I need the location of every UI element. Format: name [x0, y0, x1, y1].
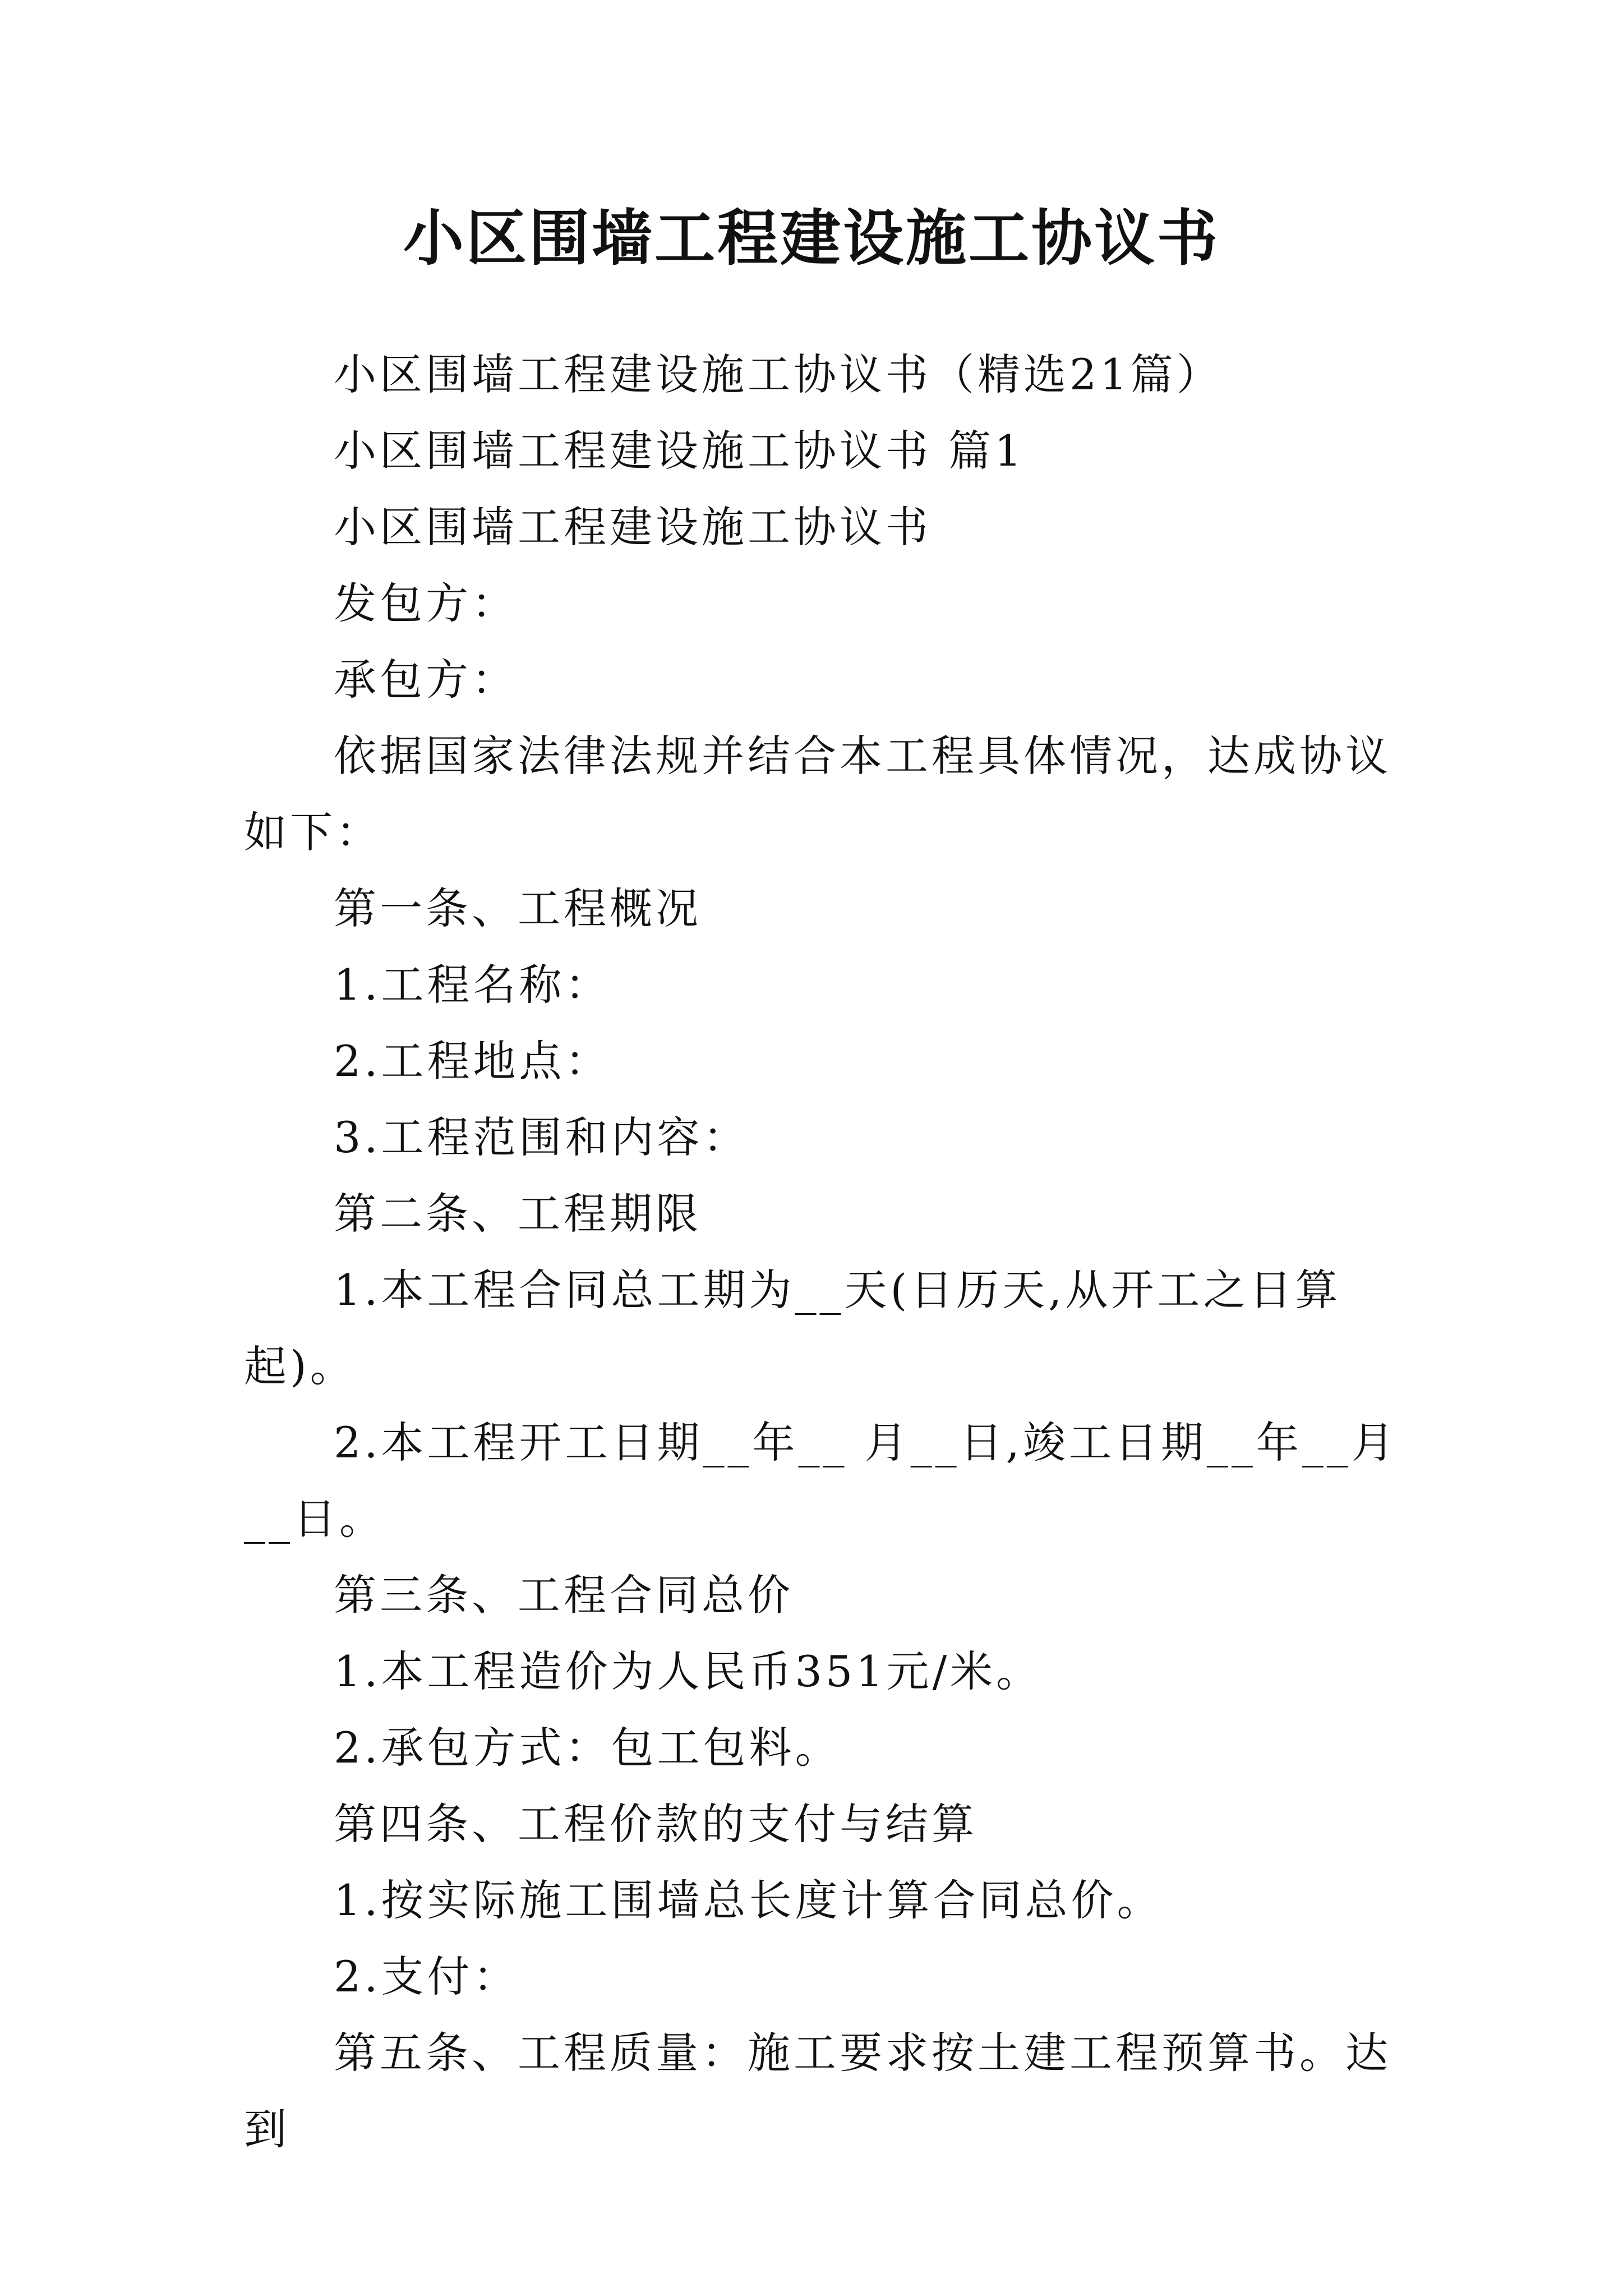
paragraph: 第二条、工程期限: [334, 1189, 702, 1239]
paragraph: 1.本工程合同总工期为__天(日历天,从开工之日算起)。: [244, 1265, 1341, 1391]
paragraph: 2.本工程开工日期__年__ 月__日,竣工日期__年__月__日。: [244, 1418, 1398, 1544]
paragraph: 小区围墙工程建设施工协议书: [334, 502, 932, 552]
document-title: 小区围墙工程建设施工协议书: [403, 203, 1220, 274]
paragraph: 承包方：: [334, 655, 518, 705]
paragraph: 2.工程地点：: [334, 1036, 611, 1086]
paragraph: 第四条、工程价款的支付与结算: [334, 1799, 978, 1849]
paragraph: 1.按实际施工围墙总长度计算合同总价。: [334, 1875, 1163, 1925]
paragraph: 2.承包方式：包工包料。: [334, 1723, 841, 1773]
paragraph: 发包方：: [334, 578, 518, 628]
paragraph: 小区围墙工程建设施工协议书（精选21篇）: [334, 349, 1223, 399]
paragraph: 1.本工程造价为人民币351元/米。: [334, 1646, 1043, 1696]
paragraph: 1.工程名称：: [334, 960, 611, 1010]
paragraph: 第三条、工程合同总价: [334, 1570, 794, 1620]
paragraph: 小区围墙工程建设施工协议书 篇1: [334, 426, 1025, 476]
paragraph: 2.支付：: [334, 1952, 519, 2001]
paragraph: 第五条、工程质量：施工要求按土建工程预算书。达到: [244, 2028, 1391, 2154]
paragraph: 3.工程范围和内容：: [334, 1112, 749, 1162]
paragraph: 第一条、工程概况: [334, 884, 702, 933]
document-body: [244, 337, 1399, 2168]
paragraph: 依据国家法律法规并结合本工程具体情况，达成协议如下：: [244, 731, 1391, 857]
